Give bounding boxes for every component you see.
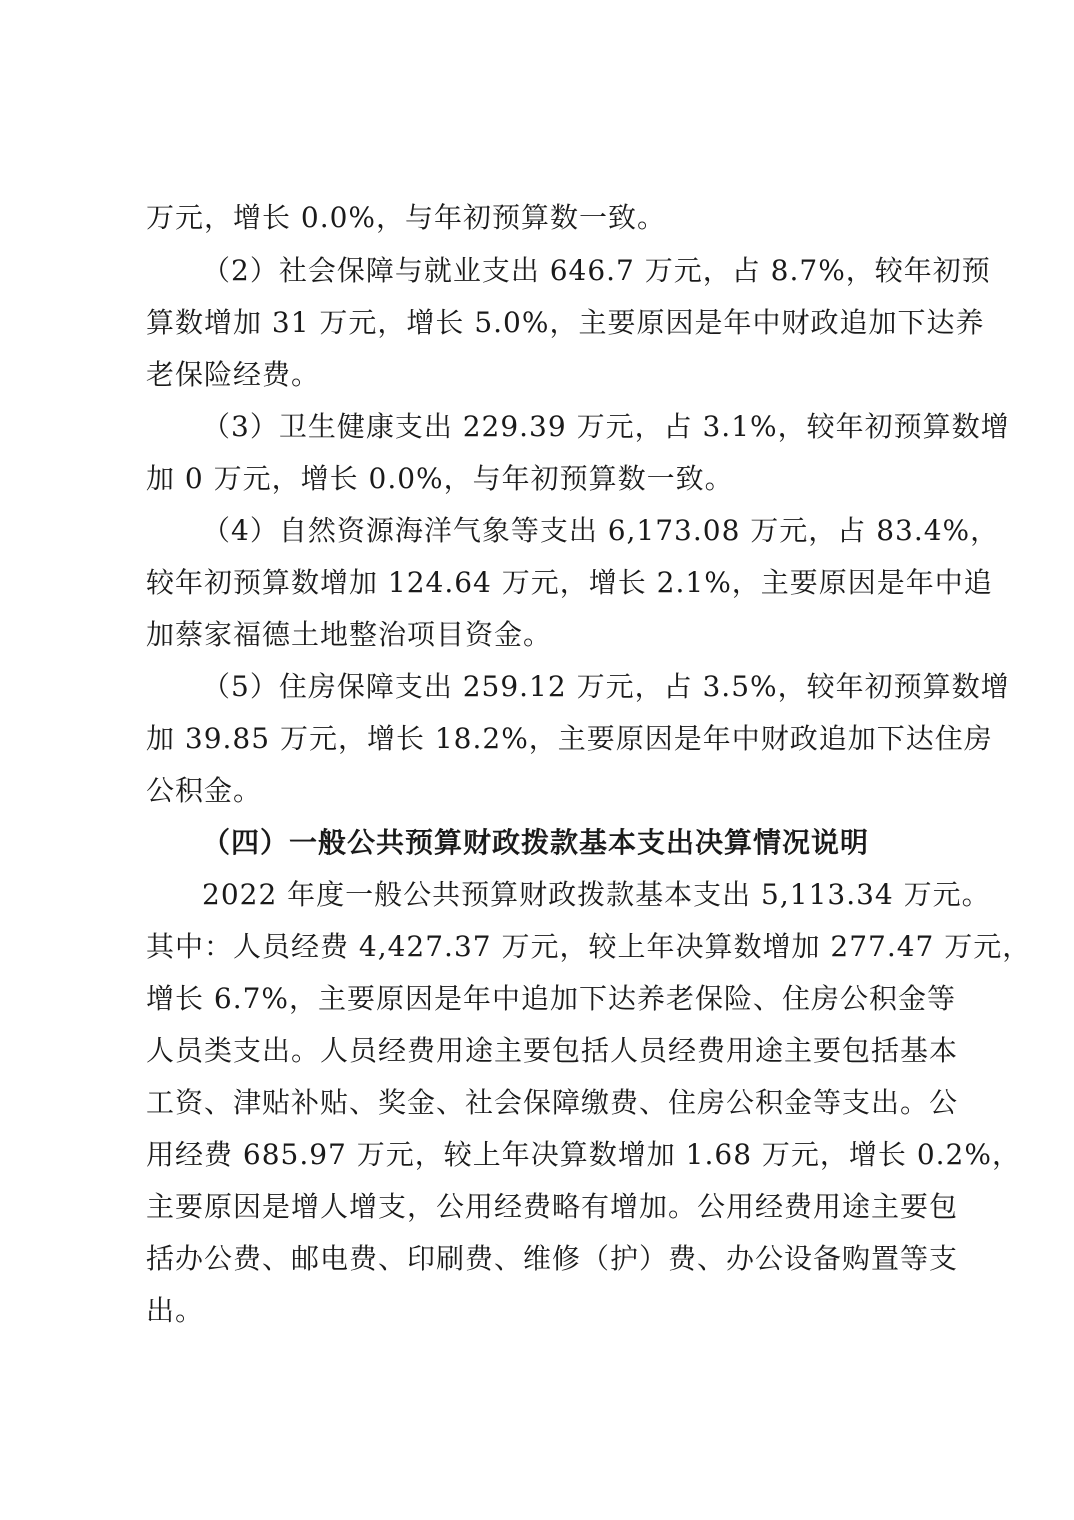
paragraph-line: 主要原因是增人增支，公用经费略有增加。公用经费用途主要包 — [146, 1190, 959, 1223]
paragraph-line: （3）卫生健康支出 229.39 万元，占 3.1%，较年初预算数增 — [202, 410, 1010, 443]
paragraph-line: 增长 6.7%，主要原因是年中追加下达养老保险、住房公积金等 — [146, 982, 957, 1015]
paragraph-line: 人员类支出。人员经费用途主要包括人员经费用途主要包括基本 — [146, 1034, 959, 1067]
paragraph-line: 算数增加 31 万元，增长 5.0%，主要原因是年中财政追加下达养 — [146, 306, 985, 339]
paragraph-line: 万元，增长 0.0%，与年初预算数一致。 — [146, 201, 667, 234]
paragraph-line: 加 39.85 万元，增长 18.2%，主要原因是年中财政追加下达住房 — [146, 722, 993, 755]
paragraph-line: 其中：人员经费 4,427.37 万元，较上年决算数增加 277.47 万元， — [146, 930, 1032, 963]
paragraph-line: （5）住房保障支出 259.12 万元，占 3.5%，较年初预算数增 — [202, 670, 1010, 703]
paragraph-line: 括办公费、邮电费、印刷费、维修（护）费、办公设备购置等支 — [146, 1242, 959, 1275]
paragraph-line: 用经费 685.97 万元，较上年决算数增加 1.68 万元，增长 0.2%， — [146, 1138, 1021, 1171]
section-heading: （四）一般公共预算财政拨款基本支出决算情况说明 — [202, 826, 870, 859]
paragraph-line: 老保险经费。 — [146, 358, 321, 391]
paragraph-line: 2022 年度一般公共预算财政拨款基本支出 5,113.34 万元。 — [202, 878, 991, 911]
paragraph-line: （2）社会保障与就业支出 646.7 万元，占 8.7%，较年初预 — [202, 254, 991, 287]
paragraph-line: 出。 — [146, 1294, 205, 1327]
paragraph-line: 较年初预算数增加 124.64 万元，增长 2.1%，主要原因是年中追 — [146, 566, 993, 599]
paragraph-line: 公积金。 — [146, 774, 263, 807]
paragraph-line: 加 0 万元，增长 0.0%，与年初预算数一致。 — [146, 462, 734, 495]
paragraph-line: （4）自然资源海洋气象等支出 6,173.08 万元，占 83.4%， — [202, 514, 1000, 547]
paragraph-line: 加蔡家福德土地整治项目资金。 — [146, 618, 553, 651]
paragraph-line: 工资、津贴补贴、奖金、社会保障缴费、住房公积金等支出。公 — [146, 1086, 959, 1119]
